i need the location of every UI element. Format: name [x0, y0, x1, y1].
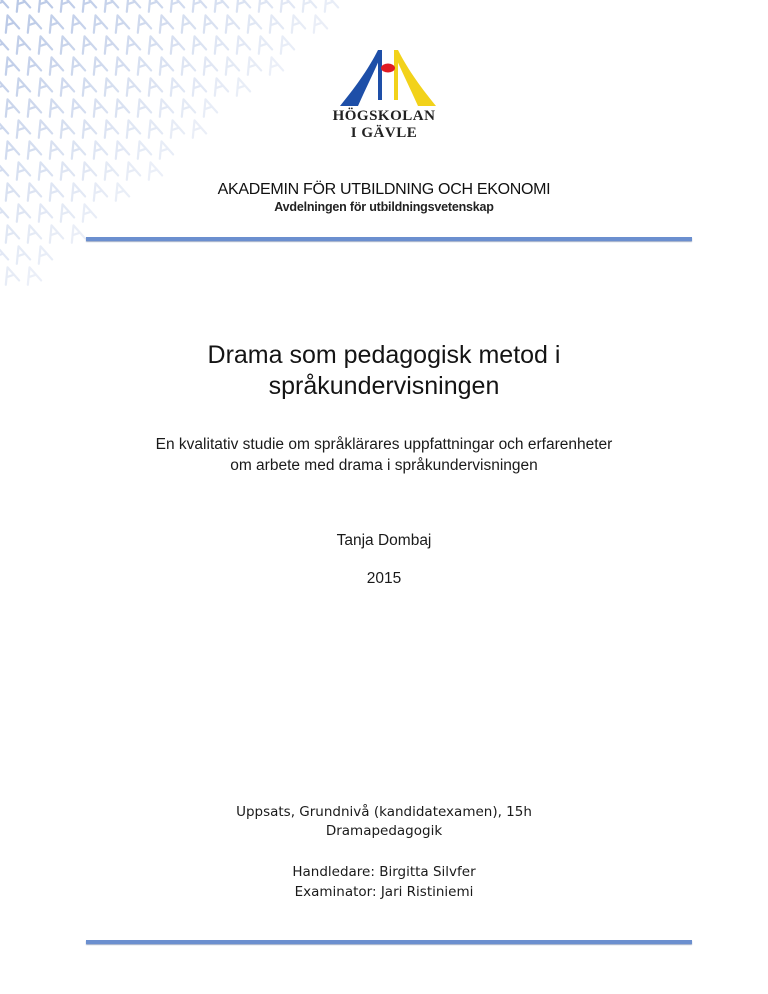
- thesis-title: Drama som pedagogisk metod i språkundervisningen: [207, 341, 561, 400]
- logo-name-line2: I GÄVLE: [350, 125, 418, 141]
- logo-name-line1: HÖGSKOLAN: [332, 108, 436, 124]
- subtitle-line-2: om arbete med drama i språkundervisningen: [230, 457, 538, 474]
- division-heading: [0, 200, 768, 214]
- thesis-level: Uppsats, Grundnivå (kandidatexamen), 15h: [236, 804, 532, 820]
- supervisor: Handledare: Birgitta Silvfer: [292, 864, 476, 880]
- academy-heading: AKADEMIN FÖR UTBILDNING OCH EKONOMI: [217, 181, 551, 198]
- subtitle-line-1: En kvalitativ studie om språklärares uppfattningar och erfarenheter: [155, 436, 613, 453]
- bottom-divider: [86, 940, 692, 944]
- top-divider: [86, 237, 692, 241]
- thesis-subtitle: [100, 434, 668, 476]
- publication-year: 2015: [366, 570, 402, 587]
- examiner: Examinator: Jari Ristiniemi: [294, 884, 474, 900]
- author-name: Tanja Dombaj: [336, 532, 432, 549]
- decorative-corner-pattern: [0, 0, 340, 290]
- division-heading-text: Avdelningen för utbildningsvetenskap: [274, 200, 494, 214]
- thesis-subject: Dramapedagogik: [325, 823, 443, 839]
